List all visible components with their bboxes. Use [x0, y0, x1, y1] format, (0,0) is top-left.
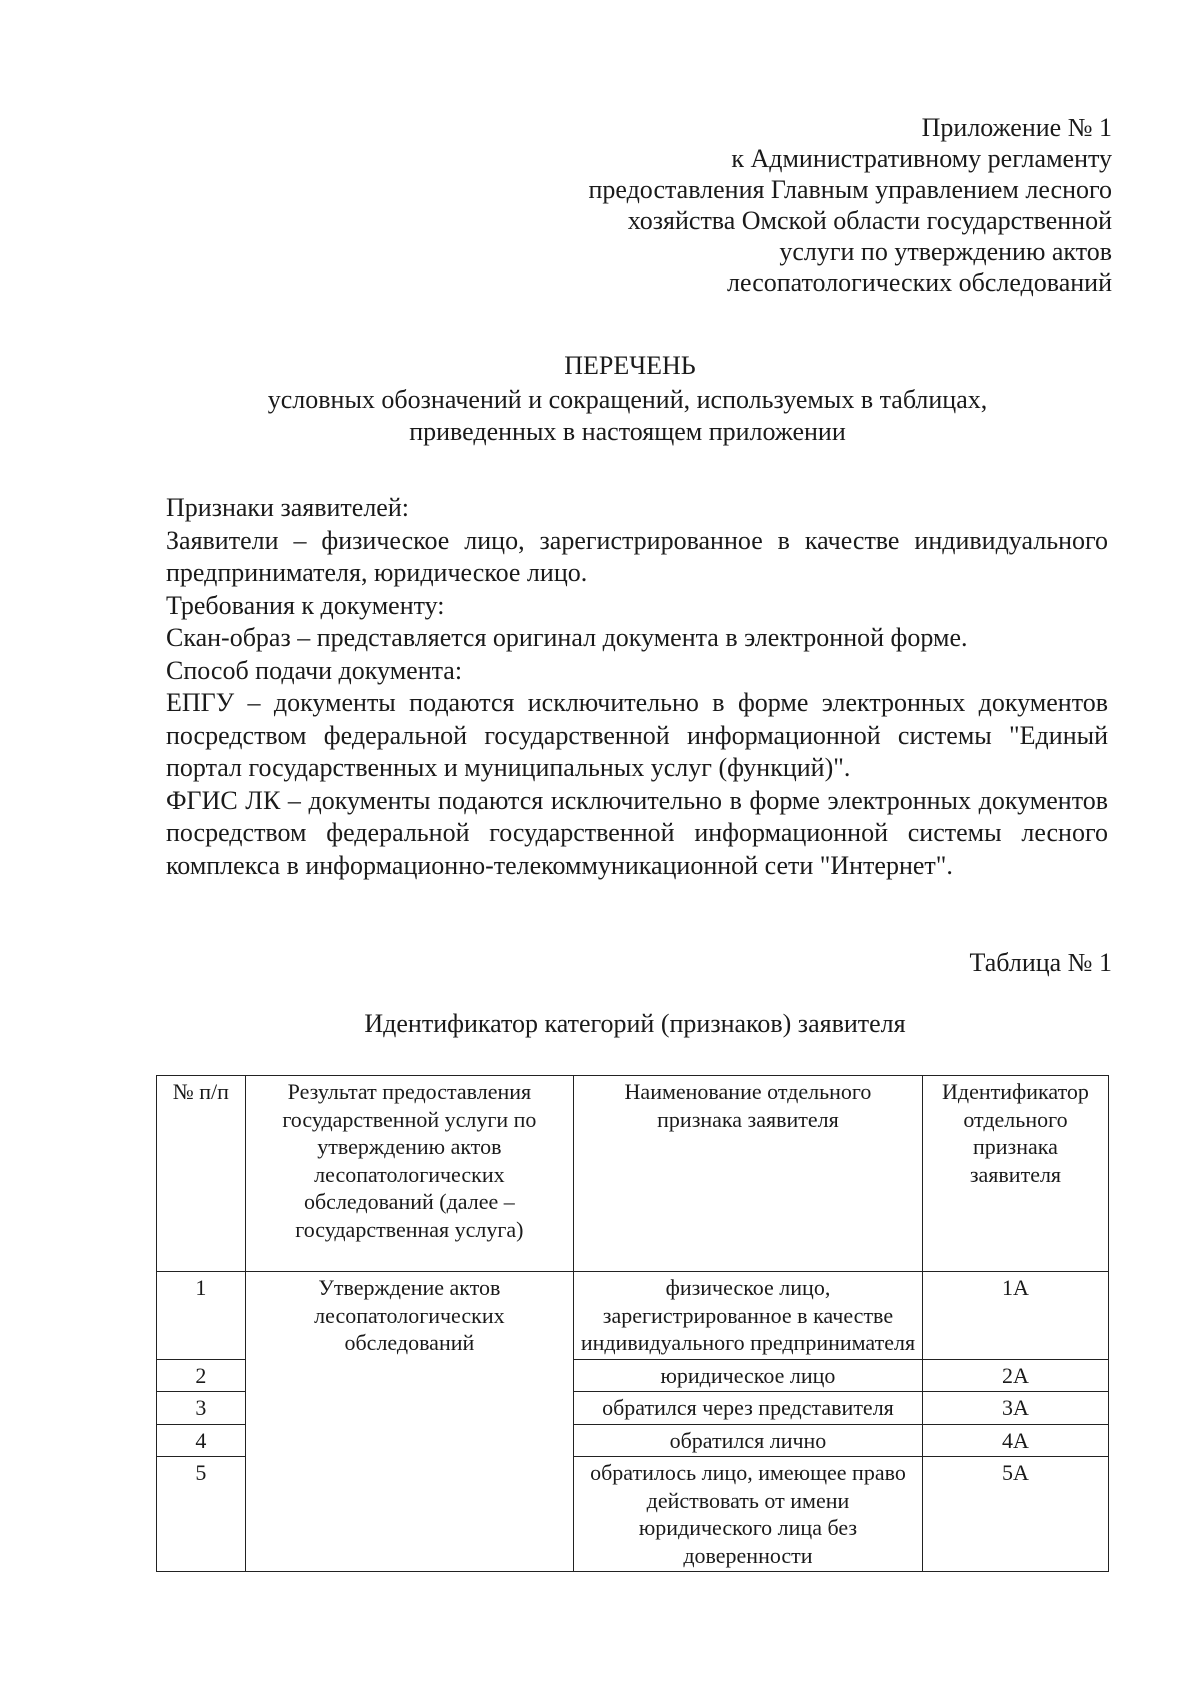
appendix-header: [588, 112, 1112, 298]
applicant-identifier-table: [156, 1075, 1109, 1572]
document-subtitle-line: условных обозначений и сокращений, используемых в таблицах,: [267, 385, 988, 414]
definitions-paragraph: Признаки заявителей:: [166, 493, 409, 522]
cell-num: 2: [157, 1359, 246, 1392]
cell-result: Утверждение актов лесопатологических обследований: [245, 1272, 573, 1572]
appendix-line: услуги по утверждению актов: [779, 237, 1112, 266]
appendix-line: предоставления Главным управлением лесного: [588, 175, 1112, 204]
cell-num: 1: [157, 1272, 246, 1360]
cell-name: обратился через представителя: [574, 1392, 923, 1425]
cell-id: 1А: [922, 1272, 1108, 1360]
cell-num: 4: [157, 1424, 246, 1457]
definitions-paragraph: Скан-образ – представляется оригинал документа в электронной форме.: [166, 623, 968, 652]
cell-name: обратилось лицо, имеющее право действовать от имени юридического лица без доверенности: [574, 1457, 923, 1572]
cell-id: 2А: [922, 1359, 1108, 1392]
definitions-paragraph: Заявители – физическое лицо, зарегистрированное в качестве индивидуального предпринимателя, юридическое лицо.: [166, 525, 1108, 587]
cell-name: обратился лично: [574, 1424, 923, 1457]
definitions-paragraph: ФГИС ЛК – документы подаются исключительно в форме электронных документов посредством федеральной государственной информационной системы лесного комплекса в информационно-телекоммуникационной сети "Интернет".: [166, 785, 1108, 880]
table-number-label: Таблица № 1: [969, 948, 1112, 977]
appendix-line: лесопатологических обследований: [727, 268, 1112, 297]
header-num: № п/п: [157, 1076, 246, 1272]
appendix-line: к Административному регламенту: [731, 144, 1112, 173]
document-title: ПЕРЕЧЕНЬ: [564, 351, 696, 380]
header-name: Наименование отдельного признака заявителя: [574, 1076, 923, 1272]
appendix-line: Приложение № 1: [921, 113, 1112, 142]
definitions-paragraph: Способ подачи документа:: [166, 655, 463, 685]
document-heading: [0, 350, 1200, 448]
cell-num: 3: [157, 1392, 246, 1425]
table-row: [157, 1272, 1109, 1360]
table-header-row: [157, 1076, 1109, 1272]
appendix-line: хозяйства Омской области государственной: [627, 206, 1112, 235]
definitions-body: [166, 492, 1108, 882]
header-id: Идентификатор отдельного признака заявителя: [922, 1076, 1108, 1272]
cell-name: физическое лицо, зарегистрированное в качестве индивидуального предпринимателя: [574, 1272, 923, 1360]
cell-id: 3А: [922, 1392, 1108, 1425]
cell-id: 4А: [922, 1424, 1108, 1457]
definitions-paragraph: ЕПГУ – документы подаются исключительно в форме электронных документов посредством федеральной государственной информационной системы "Единый портал государственных и муниципальных услуг (функций)".: [166, 688, 1108, 782]
cell-id: 5А: [922, 1457, 1108, 1572]
cell-name: юридическое лицо: [574, 1359, 923, 1392]
table-caption: Идентификатор категорий (признаков) заявителя: [364, 1009, 906, 1038]
definitions-paragraph: Требования к документу:: [166, 590, 445, 620]
header-result: Результат предоставления государственной услуги по утверждению актов лесопатологических обследований (далее – государственная услуга): [245, 1076, 573, 1272]
cell-num: 5: [157, 1457, 246, 1572]
document-subtitle-line: приведенных в настоящем приложении: [409, 417, 846, 446]
